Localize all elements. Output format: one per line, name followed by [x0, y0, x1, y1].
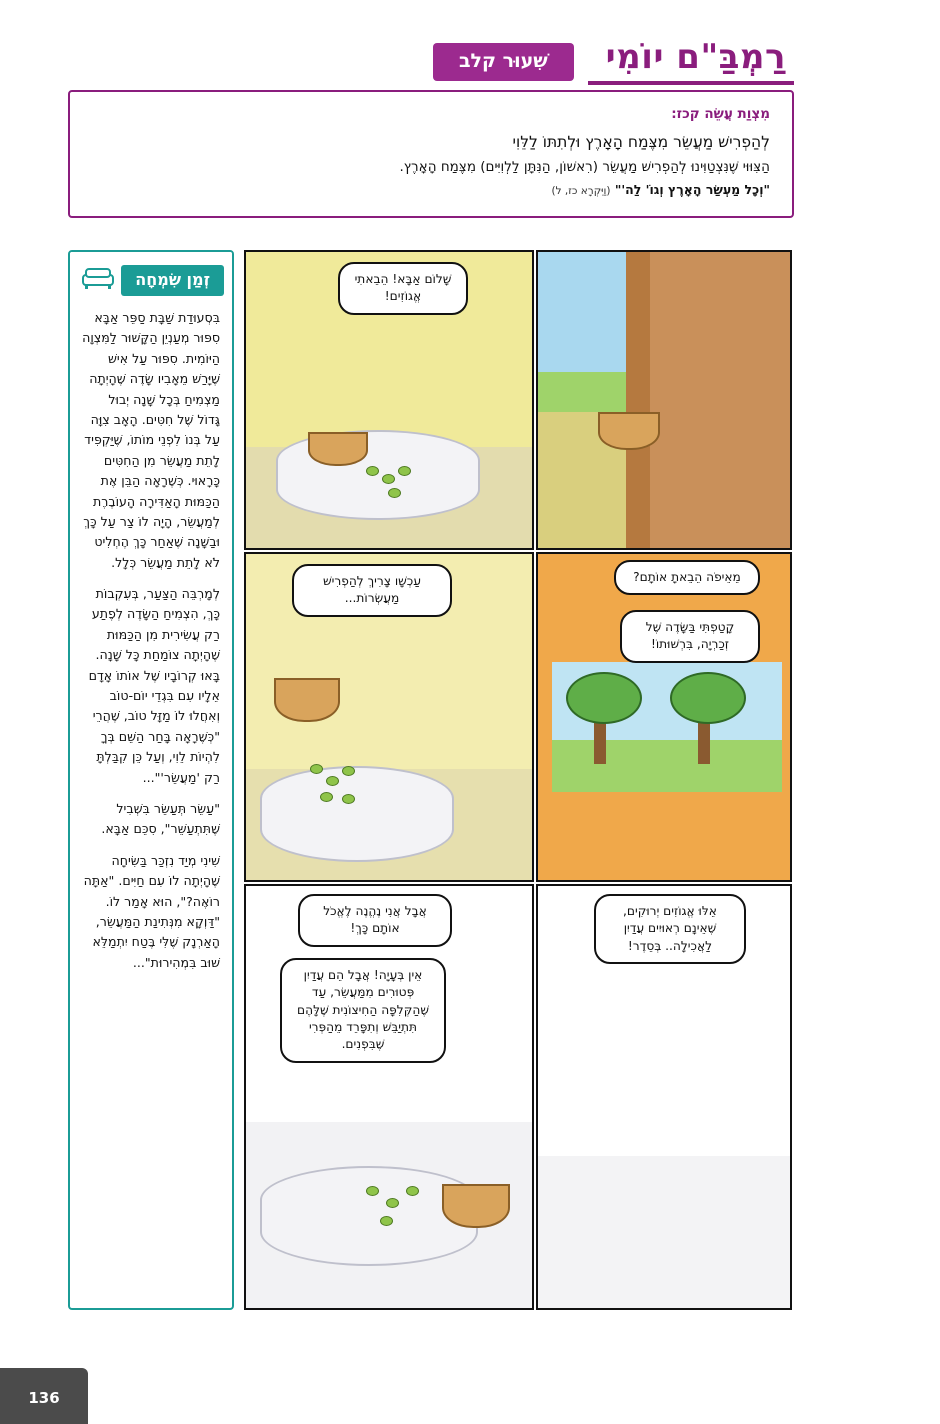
bubble-now-separate: עַכְשָׁו צָרִיךְ לְהַפְרִישׁ מַעֲשְׂרוֹת... — [292, 564, 452, 617]
zman-simcha-body — [70, 304, 232, 994]
mitzva-quote-source: (וַיִּקְרָא כז, ל) — [551, 184, 611, 197]
comic-strip — [244, 250, 792, 1310]
zman-simcha-title: זְמַן שִׂמְחָה — [121, 265, 224, 296]
zman-simcha-paragraph-4: שִׁינִי מְיַד נִזְכַּר בַּשִּׂיחָה שֶׁהָיְתָה לוֹ עִם חַיִּים. "אַתָּה רוֹאֶה?", הוּא אָמַר לוֹ. "דַּוְקָא מִנְּתִינַת הַמַּעֲשֵׂר, הָאַרְנָק שֶׁלִּי בֶּטַח יִתְמַלֵּא שׁוּב בִּמְהִירוּת"... — [83, 852, 220, 970]
sofa-icon — [81, 265, 115, 295]
mitzva-quote-text: "וְכָל מַעְשַׂר הָאָרֶץ וְגוֹ' לַה'" — [614, 181, 770, 197]
mitzva-quote — [92, 182, 770, 197]
zman-simcha-header — [70, 252, 232, 304]
page-title: רַמְבַּ"ם יוֹמִי — [588, 39, 794, 84]
comic-panel-1 — [244, 250, 534, 550]
zman-simcha-paragraph-2: לְמָרְבֵּה הַצַּעַר, בְּעִקְבוֹת כָּךְ, הִצְמִיחַ הַשָּׂדֶה לְפֶתַע רַק עֲשִׂירִית מִן הַכַּמּוּת שֶׁהָיְתָה צוֹמַחַת כָּל שָׁנָה. בָּאוּ קְרוֹבָיו שֶׁל אוֹתוֹ אָדָם אֵלָיו עִם בִּגְדֵי יוֹם-טוֹב וְאִחֲלוּ לוֹ מַזָּל טוֹב, שֶׁהֲרֵי "כְּשֶׁרָאָה בָּחַר הַשֵּׁם בְּךָ לִהְיוֹת לֵוִי, וְעַל כֵּן קִבַּלְתָּ רַק 'מַעֲשֵׂר'"... — [88, 586, 220, 785]
comic-panel-3 — [244, 552, 534, 882]
bubble-picked-field: קָטַפְתִּי בַּשָּׂדֶה שֶׁל זְכַרְיָה, בִּרְשׁוּתוֹ! — [620, 610, 760, 663]
zman-simcha-panel — [68, 250, 234, 1310]
mitzva-label: מִצְוַת עֲשֵׂה קכז: — [671, 106, 770, 122]
bubble-green-nuts: אֵלּוּ אֱגוֹזִים יְרוּקִים, שֶׁאֵינָם רְאוּיִים עֲדַיִן לַאֲכִילָה.. בְּסֵדֶר! — [594, 894, 746, 964]
comic-panel-4 — [536, 552, 792, 882]
page-header — [54, 38, 794, 86]
zman-simcha-paragraph-3: "עַשֵּׂר תְּעַשֵּׂר בִּשְׁבִיל שֶׁתִּתְעַשֵּׁר", סִכֵּם אַבָּא. — [101, 800, 220, 837]
mitzva-box — [68, 90, 794, 218]
comic-panel-2 — [536, 250, 792, 550]
page-number-badge — [0, 1368, 88, 1424]
page-number: 136 — [28, 1389, 60, 1407]
bubble-from-where: מֵאֵיפֹה הֵבֵאתָ אוֹתָם? — [614, 560, 760, 595]
lesson-chip: שִׁעוּר קלב — [433, 43, 574, 81]
bubble-shalom-abba: שָׁלוֹם אַבָּא! הֵבֵאתִי אֱגוֹזִים! — [338, 262, 468, 315]
comic-panel-6 — [536, 884, 792, 1310]
bubble-but-i-want-eat: אֲבָל אֲנִי נֶהֱנֶה לֶאֱכֹל אוֹתָם כָּךְ! — [298, 894, 452, 947]
mitzva-line-1: לְהַפְרִישׁ מַעֲשֵׂר מִצֶּמַח הָאָרֶץ וּלְתִתּוֹ לַלֵּוִי — [512, 133, 770, 151]
mitzva-line-2: הַצִּוּוּי שֶׁנִּצְטַוִּינוּ לְהַפְרִישׁ מַעֲשֵׂר (רִאשׁוֹן, הַנִּתָּן לַלְוִיִּים) מִצֶּמַח הָאָרֶץ. — [399, 159, 770, 176]
zman-simcha-paragraph-1: בִּסְעוּדַת שַׁבָּת סַפֵּר אַבָּא סִפּוּר מְעַנְיֵן הַקָּשׁוּר לַמִּצְוָה הַיּוֹמִית. סִפּוּר עַל אִישׁ שֶׁיָּרַשׁ מֵאָבִיו שָׂדֶה שֶׁהָיְתָה מַצְמִיחַ בְּכָל שָׁנָה יְבוּל גָּדוֹל שֶׁל חִטִּים. הָאָב צִוָּה עַל בְּנוֹ לִפְנֵי מוֹתוֹ, שֶׁיַּקְפִּיד לָתֵת מַעֲשֵׂר מִן הַחִטִּים כָּרָאוּי. כְּשֶׁרָאָה הַבֵּן אֶת הַכַּמּוּת הָאַדִּירָה הָעוֹבֶרֶת לְמַעֲשֵׂר, הָיָה לוֹ צַר עַל כָּךְ וּבַשָּׁנָה שֶׁאַחַר כָּךְ הֶחְלִיט לֹא לָתֵת מַעֲשֵׂר כְּלָל. — [82, 310, 220, 570]
bubble-no-problem: אֵין בְּעָיָה! אֲבָל הֵם עֲדַיִן פְּטוּרִים מִמַּעֲשֵׂר, עַד שֶׁהַקְּלִפָּה הַחִיצוֹנִית שֶׁלָּהֶם תִּתְיַבֵּשׁ וְתִפָּרֵד מֵהַפְּרִי שֶׁבִּפְנִים. — [280, 958, 446, 1063]
comic-panel-5 — [244, 884, 534, 1310]
